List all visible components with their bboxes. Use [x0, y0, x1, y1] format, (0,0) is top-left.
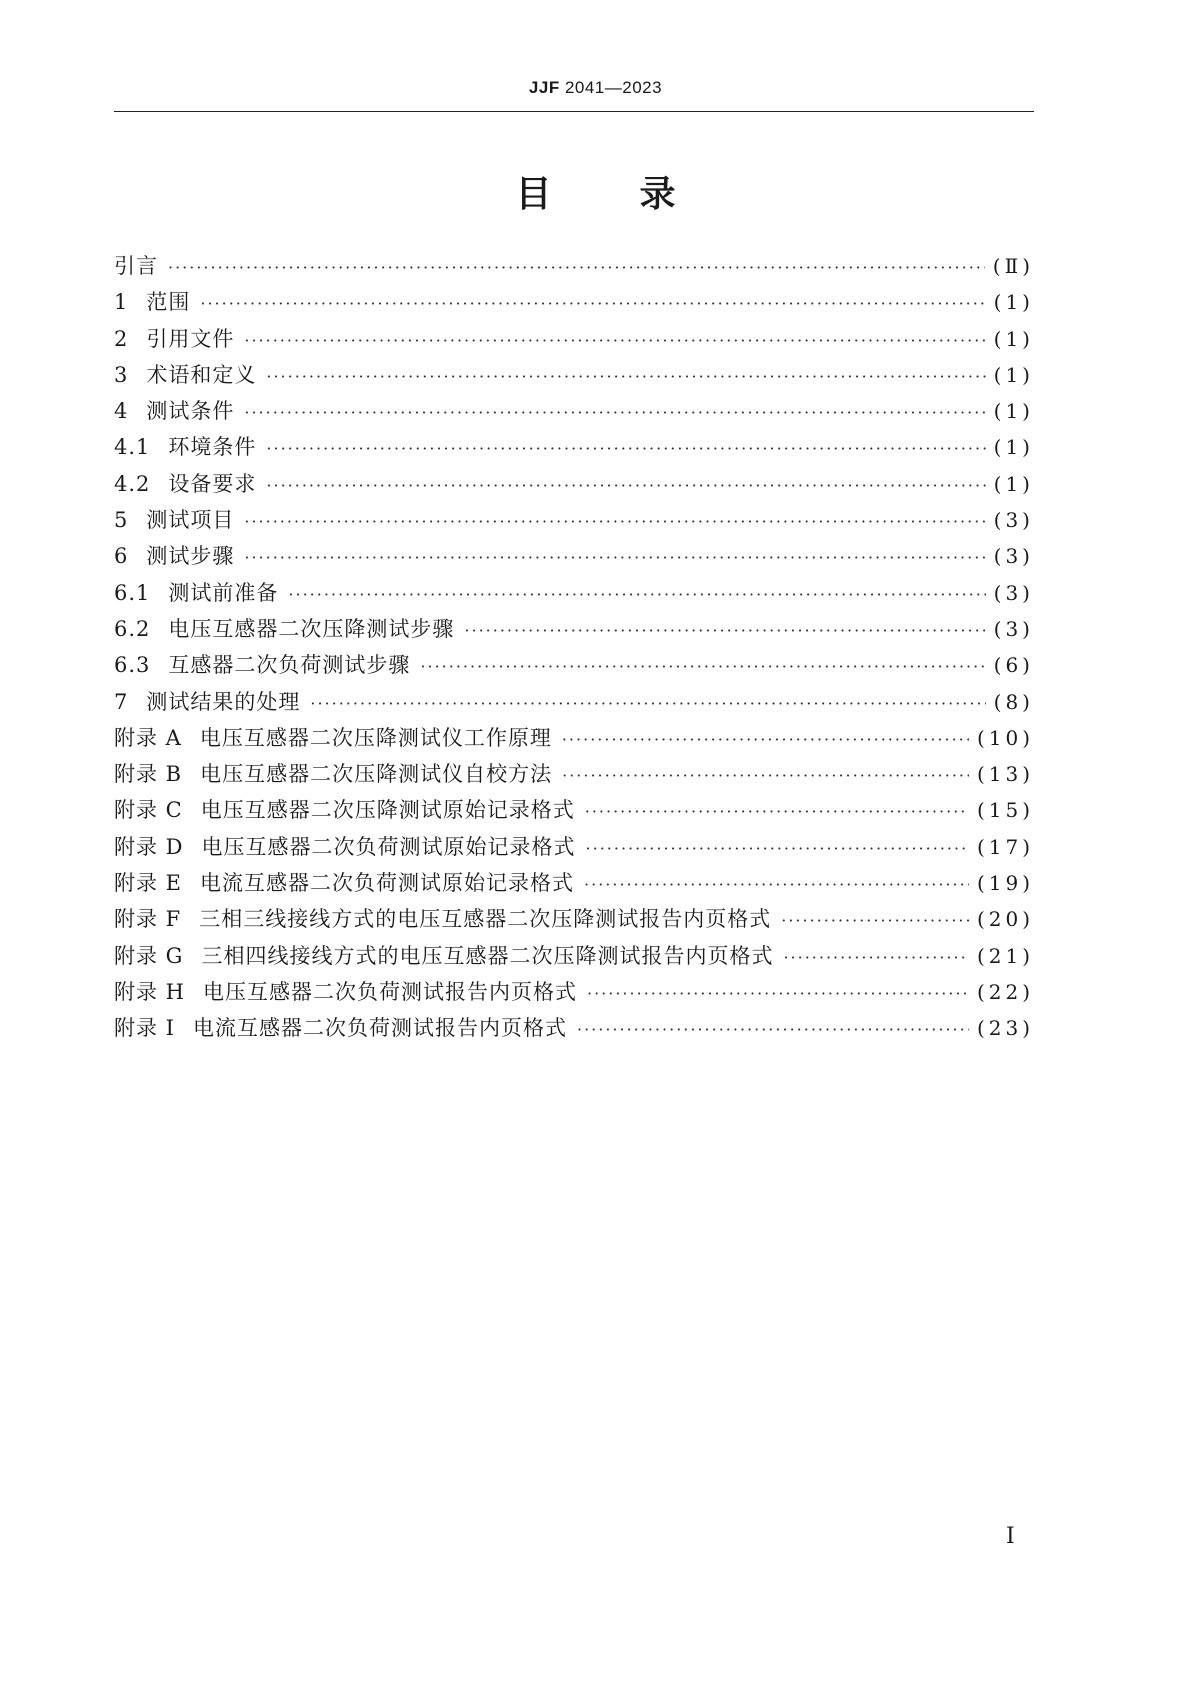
toc-entry[interactable]	[114, 250, 1034, 286]
toc-entry-label	[114, 359, 256, 389]
toc-entry-page: (3)	[993, 616, 1034, 641]
toc-entry-title: 测试条件	[146, 399, 235, 424]
toc-entry-page: (23)	[976, 1016, 1034, 1041]
page-number: I	[1006, 1524, 1015, 1549]
toc-entry[interactable]	[114, 831, 1034, 867]
toc-leader-dots	[577, 1020, 969, 1039]
toc-leader-dots	[587, 984, 969, 1003]
toc-entry-number: 附录 I	[114, 1016, 175, 1041]
toc-entry-number: 附录 D	[114, 834, 184, 859]
toc-entry-label	[114, 649, 410, 679]
toc-entry[interactable]	[114, 504, 1034, 540]
toc-entry-title: 三相三线接线方式的电压互感器二次压降测试报告内页格式	[199, 907, 772, 932]
toc-leader-dots	[288, 585, 985, 604]
toc-entry-page: (13)	[976, 762, 1034, 787]
toc-entry-label	[114, 577, 278, 607]
toc-entry-page: (17)	[976, 834, 1034, 859]
toc-entry-label	[114, 867, 574, 897]
toc-entry-page: (15)	[976, 798, 1034, 823]
page-header	[0, 78, 1191, 98]
toc-entry-number: 4	[114, 399, 129, 424]
toc-entry-label	[114, 613, 454, 643]
toc-entry[interactable]	[114, 359, 1034, 395]
toc-entry-page: (Ⅱ)	[992, 254, 1034, 278]
toc-entry[interactable]	[114, 577, 1034, 613]
toc-leader-dots	[781, 911, 969, 930]
toc-leader-dots	[266, 367, 985, 386]
toc-entry-page: (3)	[993, 544, 1034, 569]
toc-entry-label	[114, 940, 773, 970]
toc-entry-label	[114, 286, 190, 316]
toc-entry-title: 电压互感器二次压降测试仪工作原理	[199, 725, 552, 750]
toc-leader-dots	[420, 657, 985, 676]
toc-leader-dots	[244, 512, 985, 531]
toc-entry[interactable]	[114, 940, 1034, 976]
toc-entry-page: (3)	[993, 580, 1034, 605]
toc-entry-page: (1)	[993, 362, 1034, 387]
toc-leader-dots	[562, 766, 969, 785]
toc-entry-label	[114, 468, 256, 498]
toc-entry[interactable]	[114, 976, 1034, 1012]
toc-entry-number: 附录 H	[114, 979, 185, 1004]
toc-entry[interactable]	[114, 649, 1034, 685]
toc-entry-title: 互感器二次负荷测试步骤	[168, 653, 411, 678]
toc-leader-dots	[585, 802, 969, 821]
toc-entry-title: 范围	[146, 290, 191, 315]
toc-entry-page: (20)	[976, 907, 1034, 932]
toc-title-char-1: 目	[515, 174, 552, 215]
toc-entry-title: 电压互感器二次压降测试原始记录格式	[200, 798, 575, 823]
standard-code-prefix: JJF	[528, 78, 560, 97]
toc-entry-title: 电压互感器二次压降测试仪自校方法	[200, 762, 553, 787]
toc-entry-title: 电压互感器二次负荷测试报告内页格式	[203, 979, 577, 1004]
toc-entry-title: 环境条件	[168, 435, 257, 460]
toc-entry[interactable]	[114, 540, 1034, 576]
toc-entry-title: 引言	[114, 254, 158, 278]
toc-entry-title: 电压互感器二次负荷测试原始记录格式	[201, 834, 576, 859]
toc-leader-dots	[244, 331, 985, 350]
toc-entry-label	[114, 431, 256, 461]
toc-leader-dots	[464, 621, 985, 640]
toc-leader-dots	[200, 294, 985, 313]
toc-entry-number: 4.1	[114, 435, 151, 460]
toc-entry-page: (1)	[993, 326, 1034, 351]
toc-entry[interactable]	[114, 903, 1034, 939]
toc-entry-title: 设备要求	[168, 471, 257, 496]
toc-entry-number: 2	[114, 326, 129, 351]
toc-leader-dots	[244, 403, 985, 422]
toc-entry-title: 电流互感器二次负荷测试报告内页格式	[192, 1016, 567, 1041]
toc-entry-page: (6)	[993, 653, 1034, 678]
toc-entry-label	[114, 250, 158, 280]
toc-entry-number: 附录 C	[114, 798, 183, 823]
table-of-contents	[114, 250, 1034, 1049]
toc-entry-number: 6	[114, 544, 129, 569]
toc-entry-title: 测试前准备	[168, 580, 279, 605]
toc-entry[interactable]	[114, 613, 1034, 649]
toc-entry-title: 三相四线接线方式的电压互感器二次压降测试报告内页格式	[201, 943, 774, 968]
toc-entry-number: 5	[114, 508, 129, 533]
toc-entry-number: 6.2	[114, 616, 151, 641]
toc-entry-label	[114, 903, 771, 933]
toc-entry-page: (22)	[976, 979, 1034, 1004]
toc-entry-page: (21)	[976, 943, 1034, 968]
toc-entry-number: 3	[114, 362, 129, 387]
toc-entry-label	[114, 722, 552, 752]
toc-entry-number: 附录 E	[114, 871, 183, 896]
toc-entry-label	[114, 686, 300, 716]
toc-entry[interactable]	[114, 1012, 1034, 1048]
toc-entry-label	[114, 395, 234, 425]
toc-leader-dots	[266, 439, 985, 458]
toc-entry-label	[114, 1012, 567, 1042]
toc-entry-number: 附录 B	[114, 762, 183, 787]
toc-leader-dots	[310, 694, 985, 713]
toc-entry[interactable]	[114, 286, 1034, 322]
toc-entry-title: 测试项目	[146, 508, 235, 533]
toc-entry-page: (1)	[993, 471, 1034, 496]
toc-entry-page: (1)	[993, 399, 1034, 424]
toc-title	[0, 166, 1191, 217]
toc-title-char-2: 录	[639, 174, 676, 215]
toc-entry-number: 6.3	[114, 653, 151, 678]
toc-entry-number: 4.2	[114, 471, 151, 496]
toc-entry-title: 测试结果的处理	[146, 689, 301, 714]
toc-entry-title: 术语和定义	[146, 362, 257, 387]
toc-entry[interactable]	[114, 431, 1034, 467]
toc-entry-title: 引用文件	[146, 326, 235, 351]
toc-entry[interactable]	[114, 395, 1034, 431]
toc-leader-dots	[562, 730, 969, 749]
toc-entry-title: 电压互感器二次压降测试步骤	[168, 616, 455, 641]
toc-entry-title: 电流互感器二次负荷测试原始记录格式	[200, 871, 575, 896]
toc-entry-label	[114, 794, 575, 824]
toc-entry-page: (10)	[976, 725, 1034, 750]
toc-entry-number: 1	[114, 290, 129, 315]
toc-leader-dots	[584, 875, 969, 894]
header-divider	[114, 111, 1034, 112]
toc-entry-page: (1)	[993, 290, 1034, 315]
toc-entry-page: (3)	[993, 508, 1034, 533]
toc-entry-label	[114, 540, 234, 570]
toc-entry[interactable]	[114, 468, 1034, 504]
toc-entry[interactable]	[114, 722, 1034, 758]
toc-entry-page: (1)	[993, 435, 1034, 460]
toc-entry[interactable]	[114, 323, 1034, 359]
toc-entry-page: (19)	[976, 871, 1034, 896]
toc-entry-label	[114, 323, 234, 353]
toc-entry[interactable]	[114, 794, 1034, 830]
toc-leader-dots	[783, 948, 968, 967]
toc-entry-title: 测试步骤	[146, 544, 235, 569]
toc-entry-number: 附录 A	[114, 725, 182, 750]
toc-entry-label	[114, 976, 577, 1006]
toc-leader-dots	[168, 258, 985, 277]
toc-leader-dots	[244, 548, 985, 567]
toc-entry-number: 附录 G	[114, 943, 184, 968]
toc-entry-label	[114, 758, 552, 788]
toc-entry-number: 附录 F	[114, 907, 182, 932]
toc-entry-number: 7	[114, 689, 129, 714]
toc-entry-page: (8)	[993, 689, 1034, 714]
toc-entry[interactable]	[114, 758, 1034, 794]
toc-entry[interactable]	[114, 686, 1034, 722]
toc-entry[interactable]	[114, 867, 1034, 903]
toc-leader-dots	[266, 476, 985, 495]
toc-entry-label	[114, 831, 576, 861]
toc-leader-dots	[586, 839, 969, 858]
standard-code-number: 2041—2023	[564, 78, 663, 97]
toc-entry-label	[114, 504, 234, 534]
toc-entry-number: 6.1	[114, 580, 151, 605]
